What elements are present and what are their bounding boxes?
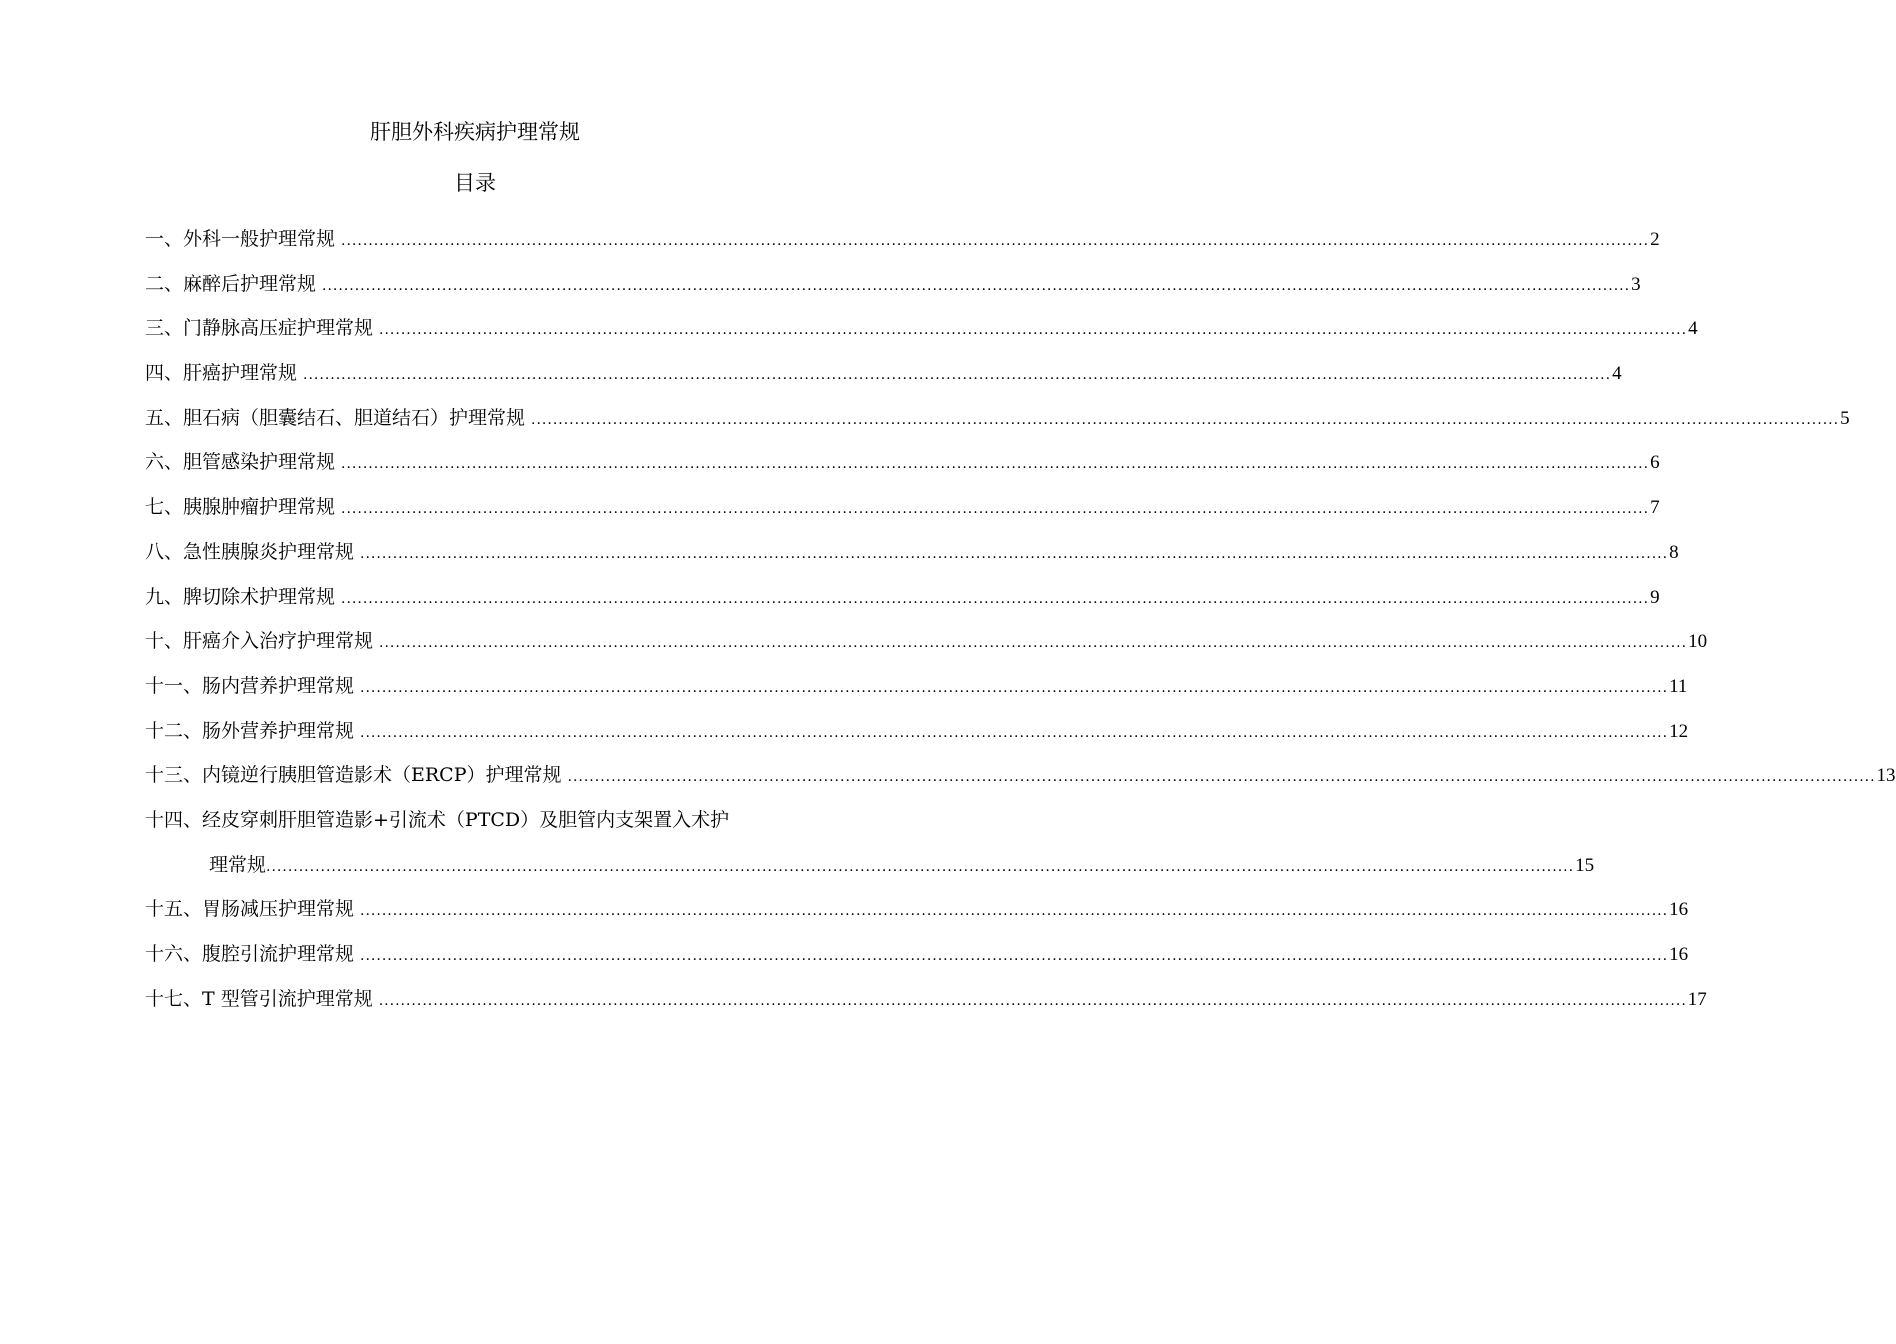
toc-page-number: 7 [1650,497,1660,519]
toc-page-number: 4 [1688,318,1698,340]
toc-leader-dots: ................................................................................................................................................................................................................................................ [322,277,1631,294]
toc-page-number: 17 [1687,988,1707,1010]
toc-leader-dots: ................................................................................................................................................................................................................................................ [378,992,1687,1009]
toc-entry[interactable] [145,982,1707,1027]
toc-entry-label: 十三、内镜逆行胰胆管造影术（ERCP）护理常规 [145,764,562,787]
toc-page-number: 6 [1650,452,1660,474]
toc-entry[interactable] [145,311,1698,356]
toc-entry[interactable] [145,803,807,848]
toc-entry-label: 八、急性胰腺炎护理常规 [145,540,355,563]
toc-entry-label: 十、肝癌介入治疗护理常规 [145,630,374,653]
toc-leader-dots: ................................................................................................................................................................................................................................................ [341,501,1650,518]
toc-leader-dots: ................................................................................................................................................................................................................................................ [360,545,1669,562]
toc-entry[interactable] [145,490,1660,535]
toc-leader-dots: ................................................................................................................................................................................................................................................ [341,233,1650,249]
toc-page-number: 2 [1650,229,1660,250]
toc-entry-label: 十二、肠外营养护理常规 [145,719,355,742]
toc-entry-continuation[interactable] [145,848,1595,893]
toc-entry-label: 四、肝癌护理常规 [145,362,298,385]
toc-leader-dots: ................................................................................................................................................................................................................................................ [266,858,1575,875]
toc-page-number: 5 [1840,407,1850,429]
toc-entry[interactable] [145,758,1896,803]
toc-entry[interactable] [145,267,1641,312]
document-title: 肝胆外科疾病护理常规 [370,120,580,144]
toc-entry[interactable] [145,624,1708,669]
toc-leader-dots: ................................................................................................................................................................................................................................................ [360,948,1669,964]
toc-entry[interactable] [145,714,1689,759]
toc-entry-label: 十六、腹腔引流护理常规 [145,943,355,965]
toc-entry[interactable] [145,356,1622,401]
toc-page-number: 3 [1631,273,1641,295]
toc-page-number: 12 [1669,720,1689,742]
toc-page-number: 4 [1612,363,1622,385]
toc-entry[interactable] [145,892,1689,937]
toc-heading: 目录 [454,171,496,195]
toc-entry[interactable] [145,669,1688,714]
toc-page-number: 16 [1669,944,1689,965]
toc-entry-label: 十四、经皮穿刺肝胆管造影+引流术（PTCD）及胆管内支架置入术护 [145,808,730,831]
toc-entry[interactable] [145,535,1679,580]
toc-entry-label: 十七、T 型管引流护理常规 [145,987,373,1010]
toc-page-number: 15 [1575,854,1595,876]
toc-page-number: 13 [1876,765,1896,787]
table-of-contents [145,222,1896,1026]
toc-entry-label: 三、门静脉高压症护理常规 [145,317,374,340]
toc-leader-dots: ................................................................................................................................................................................................................................................ [360,903,1669,920]
toc-leader-dots: ................................................................................................................................................................................................................................................ [303,367,1612,384]
toc-entry-label-continued: 理常规 [209,853,267,876]
toc-entry[interactable] [145,222,1660,267]
toc-entry[interactable] [145,580,1660,625]
toc-page-number: 16 [1669,899,1689,921]
toc-entry-label: 五、胆石病（胆囊结石、胆道结石）护理常规 [145,406,526,429]
toc-entry[interactable] [145,937,1689,982]
toc-leader-dots: ................................................................................................................................................................................................................................................ [379,322,1688,339]
toc-leader-dots: ................................................................................................................................................................................................................................................ [360,724,1669,741]
toc-leader-dots: ................................................................................................................................................................................................................................................ [341,590,1650,607]
toc-entry-label: 十一、肠内营养护理常规 [145,674,355,697]
toc-entry-label: 九、脾切除术护理常规 [145,585,336,608]
toc-leader-dots: ................................................................................................................................................................................................................................................ [379,635,1688,652]
toc-page-number: 10 [1688,631,1708,653]
toc-entry-label: 十五、胃肠减压护理常规 [145,898,355,921]
toc-leader-dots: ................................................................................................................................................................................................................................................ [567,769,1876,786]
toc-entry[interactable] [145,401,1850,446]
toc-leader-dots: ................................................................................................................................................................................................................................................ [360,679,1669,696]
toc-entry[interactable] [145,445,1660,490]
toc-entry-label: 六、胆管感染护理常规 [145,451,336,474]
toc-entry-label: 一、外科一般护理常规 [145,228,336,250]
toc-page-number: 8 [1669,541,1679,563]
toc-entry-label: 二、麻醉后护理常规 [145,272,317,295]
toc-page-number: 9 [1650,586,1660,608]
toc-leader-dots: ................................................................................................................................................................................................................................................ [341,456,1650,473]
toc-page-number: 11 [1669,675,1688,697]
toc-leader-dots: ................................................................................................................................................................................................................................................ [531,411,1840,428]
toc-entry-label: 七、胰腺肿瘤护理常规 [145,496,336,519]
